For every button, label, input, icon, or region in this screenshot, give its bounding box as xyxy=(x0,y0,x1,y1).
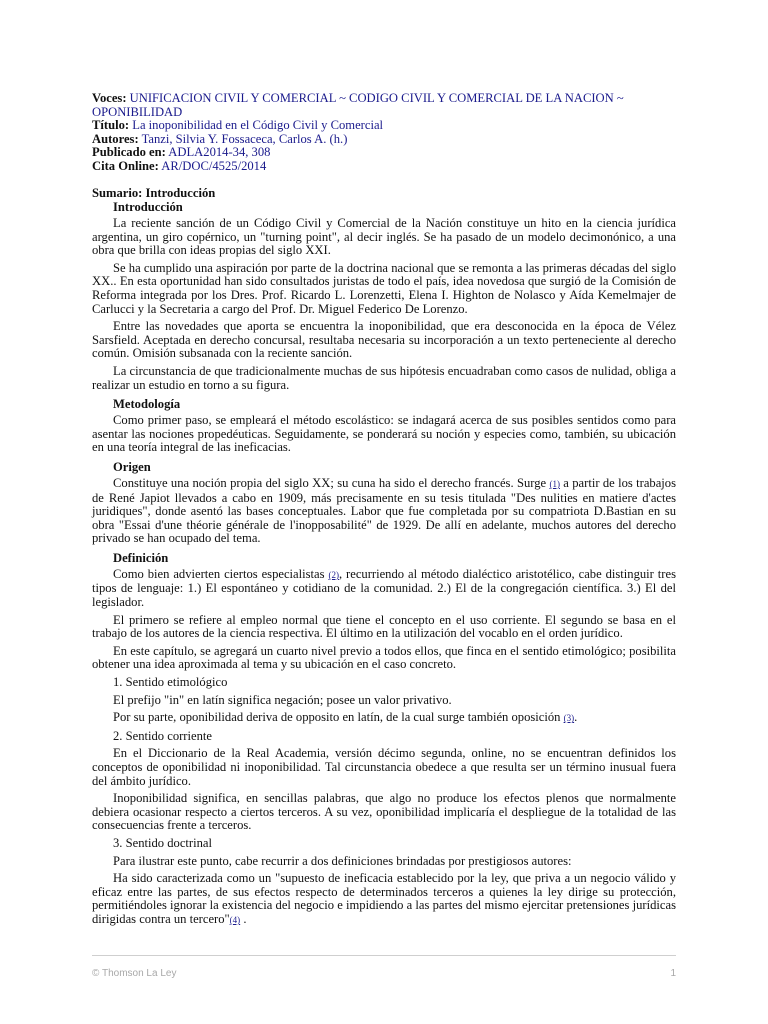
subsection-title: 3. Sentido doctrinal xyxy=(113,835,212,850)
paragraph: Para ilustrar este punto, cabe recurrir a dos definiciones brindadas por prestigiosos autores: xyxy=(113,853,572,868)
page-number: 1 xyxy=(670,968,676,979)
autores-value[interactable]: Tanzi, Silvia Y. Fossaceca, Carlos A. (h.) xyxy=(141,131,348,146)
voces-line xyxy=(92,92,676,119)
document-page xyxy=(92,92,676,932)
page-footer xyxy=(92,955,676,979)
paragraph: El prefijo "in" en latín significa negación; posee un valor privativo. xyxy=(113,692,452,707)
paragraph: Se ha cumplido una aspiración por parte de la doctrina nacional que se remonta a las primeras décadas del siglo XX.. En esta oportunidad han sido consultados juristas de todo el país, idea novedosa que surgió de la Comisión de Reforma integrada por los Dres. Prof. Ricardo L. Lorenzetti, Elena I. Highton de Nolasco y Aída Kemelmajer de Carlucci y la Secretaria a cargo del Prof. Dr. Miguel Federico De Lorenzo. xyxy=(92,260,676,316)
titulo-line xyxy=(92,119,676,133)
section-title-definicion: Definición xyxy=(113,550,169,565)
document-body xyxy=(92,186,676,928)
paragraph: El primero se refiere al empleo normal que tiene el concepto en el uso corriente. El segundo se basa en el trabajo de los autores de la ciencia respectiva. El último en la utilización del vocablo en el orden jurídico. xyxy=(92,612,676,641)
text-run: Como bien advierten ciertos especialistas xyxy=(113,566,329,581)
paragraph: En el Diccionario de la Real Academia, versión décimo segunda, online, no se encuentran definidos los conceptos de oponibilidad ni inoponibilidad. Tal circunstancia obedece a que resulta ser un término inusual fuera del ámbito jurídico. xyxy=(92,746,676,788)
text-run: . xyxy=(240,911,247,926)
subsection-title: 1. Sentido etimológico xyxy=(113,675,228,690)
paragraph: Entre las novedades que aporta se encuentra la inoponibilidad, que era desconocida en la época de Vélez Sarsfield. Aceptada en derecho concursal, resultaba necesaria su incorporación a un texto perteneciente al derecho común. Omisión subsanada con la reciente sanción. xyxy=(92,319,676,361)
paragraph xyxy=(92,872,676,927)
text-run: Constituye una noción propia del siglo XX; su cuna ha sido el derecho francés. Surge xyxy=(113,475,550,490)
publicado-value[interactable]: ADLA2014-34, 308 xyxy=(168,145,271,159)
section-title-introduccion: Introducción xyxy=(113,200,183,214)
footnote-link-2[interactable]: (2) xyxy=(328,569,339,580)
footer-copyright: © Thomson La Ley xyxy=(92,968,177,979)
section-title-metodologia: Metodología xyxy=(113,397,181,412)
cita-label: Cita Online: xyxy=(92,158,159,173)
text-run: , recurriendo al método dialéctico aristotélico, cabe distinguir tres tipos de lenguaje: 1.) El espontáneo y cotidiano de la comunidad. 2.) El de la congregación científica. 3.) El del legislador. xyxy=(92,566,676,610)
text-run: Ha sido caracterizada como un "supuesto de ineficacia establecido por la ley, que priva a un negocio válido y eficaz entre las partes, de sus efectos respecto de determinados terceros a quienes la ley dirige su protección, permitiéndoles ignorar la existencia del negocio e impidiendo a las partes del mismo ejercitar pretensiones jurídicas dirigidas contra un tercero" xyxy=(92,871,676,926)
paragraph xyxy=(92,568,676,610)
text-run: . xyxy=(574,710,578,725)
titulo-label: Título: xyxy=(92,118,130,132)
publicado-line xyxy=(92,146,676,160)
cita-line xyxy=(92,160,676,174)
footnote-link-3[interactable]: (3) xyxy=(563,713,575,724)
titulo-value[interactable]: La inoponibilidad en el Código Civil y Comercial xyxy=(132,118,384,132)
paragraph xyxy=(92,711,676,726)
footnote-link-1[interactable]: (1) xyxy=(549,478,560,489)
subsection-title: 2. Sentido corriente xyxy=(113,728,212,743)
paragraph: En este capítulo, se agregará un cuarto nivel previo a todos ellos, que finca en el sentido etimológico; posibilita obtener una idea aproximada al tema y su ubicación en el caso concreto. xyxy=(92,643,676,672)
autores-label: Autores: xyxy=(92,131,139,146)
paragraph: Inoponibilidad significa, en sencillas palabras, que algo no produce los efectos plenos que normalmente debiera ocasionar respecto a ciertos terceros. A su vez, oponibilidad implicaría el despliegue de la totalidad de las consecuencias frente a terceros. xyxy=(92,791,676,833)
paragraph xyxy=(92,477,676,546)
section-title-origen: Origen xyxy=(113,459,151,474)
text-run: a partir de los trabajos de René Japiot llevados a cabo en 1909, más precisamente en su tesis titulada "Des nulities en matiere d'actes juridiques", donde asentó las bases conceptuales. Labor que fue completada por su compatriota D.Bastian en su obra "Essai d'une théorie générale de l'inopposabilité" de 1929. De allí en adelante, muchos autores del derecho privado se han ocupado del tema. xyxy=(92,475,677,546)
cita-value[interactable]: AR/DOC/4525/2014 xyxy=(161,158,267,173)
footnote-link-4[interactable]: (4) xyxy=(229,914,241,925)
document-metadata xyxy=(92,92,676,173)
paragraph: Como primer paso, se empleará el método escolástico: se indagará acerca de sus posibles sentidos como para asentar las nociones propedéuticas. Seguidamente, se ponderará su noción y especies como, también, su ubicación en una teoría integral de las ineficacias. xyxy=(92,413,676,455)
summary-heading: Sumario: Introducción xyxy=(92,186,216,200)
autores-line xyxy=(92,133,676,147)
paragraph: La circunstancia de que tradicionalmente muchas de sus hipótesis encuadraban como casos de nulidad, obliga a realizar un estudio en torno a su figura. xyxy=(92,363,676,392)
voces-label: Voces: xyxy=(92,91,127,105)
paragraph: La reciente sanción de un Código Civil y Comercial de la Nación constituye un hito en la ciencia jurídica argentina, un giro copérnico, un "turning point", al decir inglés. Se ha pasado de un modelo decimonónico, a una obra que brilla con ideas propias del siglo XXI. xyxy=(92,216,676,258)
publicado-label: Publicado en: xyxy=(92,145,166,159)
voces-value[interactable]: UNIFICACION CIVIL Y COMERCIAL ~ CODIGO CIVIL Y COMERCIAL DE LA NACION ~ OPONIBILIDAD xyxy=(92,91,624,119)
text-run: Por su parte, oponibilidad deriva de opposito en latín, de la cual surge también oposición xyxy=(113,710,564,725)
